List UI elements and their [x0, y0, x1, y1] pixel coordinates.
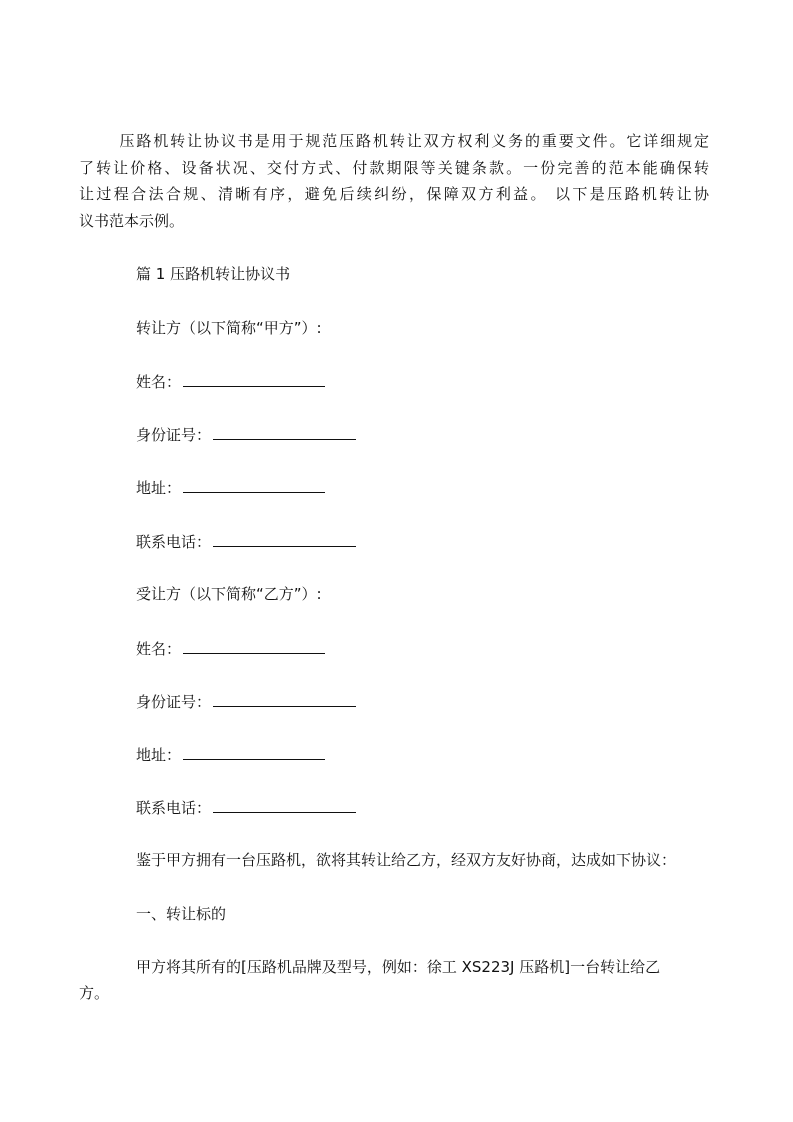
section-1-body-line-1: 甲方将其所有的[压路机品牌及型号，例如：徐工 XS223J 压路机]一台转让给乙 [136, 958, 661, 976]
party-a-phone-row [136, 531, 356, 552]
party-a-address-blank [183, 477, 325, 493]
party-b-id-label: 身份证号： [136, 693, 212, 711]
party-b-address-blank [183, 744, 325, 760]
party-a-address-row [136, 477, 325, 498]
party-a-id-label: 身份证号： [136, 426, 212, 444]
document-heading: 篇 1 压路机转让协议书 [136, 265, 291, 283]
intro-line-2: 了转让价格、设备状况、交付方式、付款期限等关键条款。一份完善的范本能确保转 [79, 159, 709, 177]
section-1-title: 一、转让标的 [136, 905, 227, 923]
party-b-phone-row [136, 797, 356, 818]
section-1-body-line-2: 方。 [79, 984, 110, 1002]
party-b-id-row [136, 691, 356, 712]
party-a-phone-label: 联系电话： [136, 533, 212, 551]
party-b-address-row [136, 744, 325, 765]
party-a-name-label: 姓名： [136, 373, 182, 391]
intro-line-4: 议书范本示例。 [79, 212, 185, 230]
agreement-intro: 鉴于甲方拥有一台压路机，欲将其转让给乙方，经双方友好协商，达成如下协议： [136, 851, 677, 869]
party-a-name-row [136, 371, 325, 392]
party-b-title: 受让方（以下简称“乙方”）: [136, 585, 322, 603]
party-a-address-label: 地址： [136, 479, 182, 497]
party-a-name-blank [183, 371, 325, 387]
party-b-id-blank [213, 691, 356, 707]
party-a-title: 转让方（以下简称“甲方”）: [136, 319, 322, 337]
party-b-name-label: 姓名： [136, 640, 182, 658]
party-b-name-row [136, 638, 325, 659]
party-b-phone-blank [213, 797, 356, 813]
party-b-address-label: 地址： [136, 746, 182, 764]
party-a-id-blank [213, 424, 356, 440]
party-b-phone-label: 联系电话： [136, 799, 212, 817]
party-a-phone-blank [213, 531, 356, 547]
party-a-id-row [136, 424, 356, 445]
intro-line-3: 让过程合法合规、清晰有序，避免后续纠纷，保障双方利益。 以下是压路机转让协 [79, 185, 709, 203]
intro-line-1: 压路机转让协议书是用于规范压路机转让双方权利义务的重要文件。它详细规定 [79, 132, 709, 150]
party-b-name-blank [183, 638, 325, 654]
